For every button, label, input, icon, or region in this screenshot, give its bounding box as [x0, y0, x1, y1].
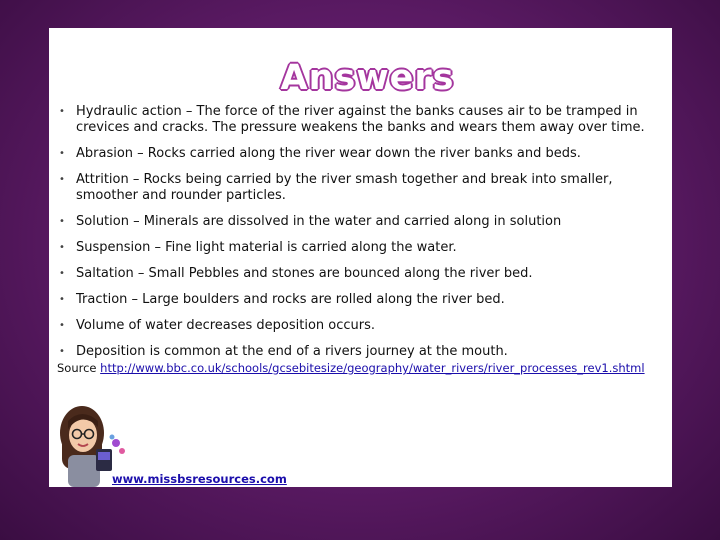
list-item-text: Suspension – Fine light material is carried along the water. [76, 240, 457, 255]
list-item [57, 344, 657, 360]
list-item-text: Abrasion – Rocks carried along the river wear down the river banks and beds. [76, 146, 581, 161]
list-item [57, 214, 657, 230]
answer-list [57, 104, 657, 360]
bullet-icon: • [59, 106, 65, 117]
slide-card [49, 28, 672, 487]
list-item [57, 240, 657, 256]
bullet-icon: • [59, 294, 65, 305]
source-link[interactable]: http://www.bbc.co.uk/schools/gcsebitesize/geography/water_rivers/river_processes_rev1.shtml [100, 361, 645, 375]
list-item-text: Volume of water decreases deposition occurs. [76, 318, 376, 333]
list-item [57, 172, 657, 204]
bullet-icon: • [59, 320, 65, 331]
list-item-text: Solution – Minerals are dissolved in the water and carried along in solution [76, 214, 562, 229]
slide-title: Answers [280, 58, 455, 98]
list-item [57, 292, 657, 308]
list-item-text: Attrition – Rocks being carried by the river smash together and break into smaller, smoother and rounder particles. [76, 172, 613, 203]
list-item-text: Deposition is common at the end of a rivers journey at the mouth. [76, 344, 508, 359]
list-item [57, 104, 657, 136]
list-item-text: Saltation – Small Pebbles and stones are bounced along the river bed. [76, 266, 533, 281]
bullet-icon: • [59, 242, 65, 253]
list-item-text: Hydraulic action – The force of the river against the banks causes air to be tramped in crevices and cracks. The pressure weakens the banks and wears them away over time. [76, 104, 645, 135]
list-item-text: Traction – Large boulders and rocks are rolled along the river bed. [76, 292, 505, 307]
list-item [57, 146, 657, 162]
site-link[interactable]: www.missbsresources.com [112, 472, 287, 486]
source-line [57, 361, 645, 375]
bullet-icon: • [59, 174, 65, 185]
bullet-icon: • [59, 268, 65, 279]
bullet-icon: • [59, 346, 65, 357]
list-item [57, 266, 657, 282]
bullet-icon: • [59, 148, 65, 159]
bullet-icon: • [59, 216, 65, 227]
source-label: Source [57, 361, 97, 375]
list-item [57, 318, 657, 334]
